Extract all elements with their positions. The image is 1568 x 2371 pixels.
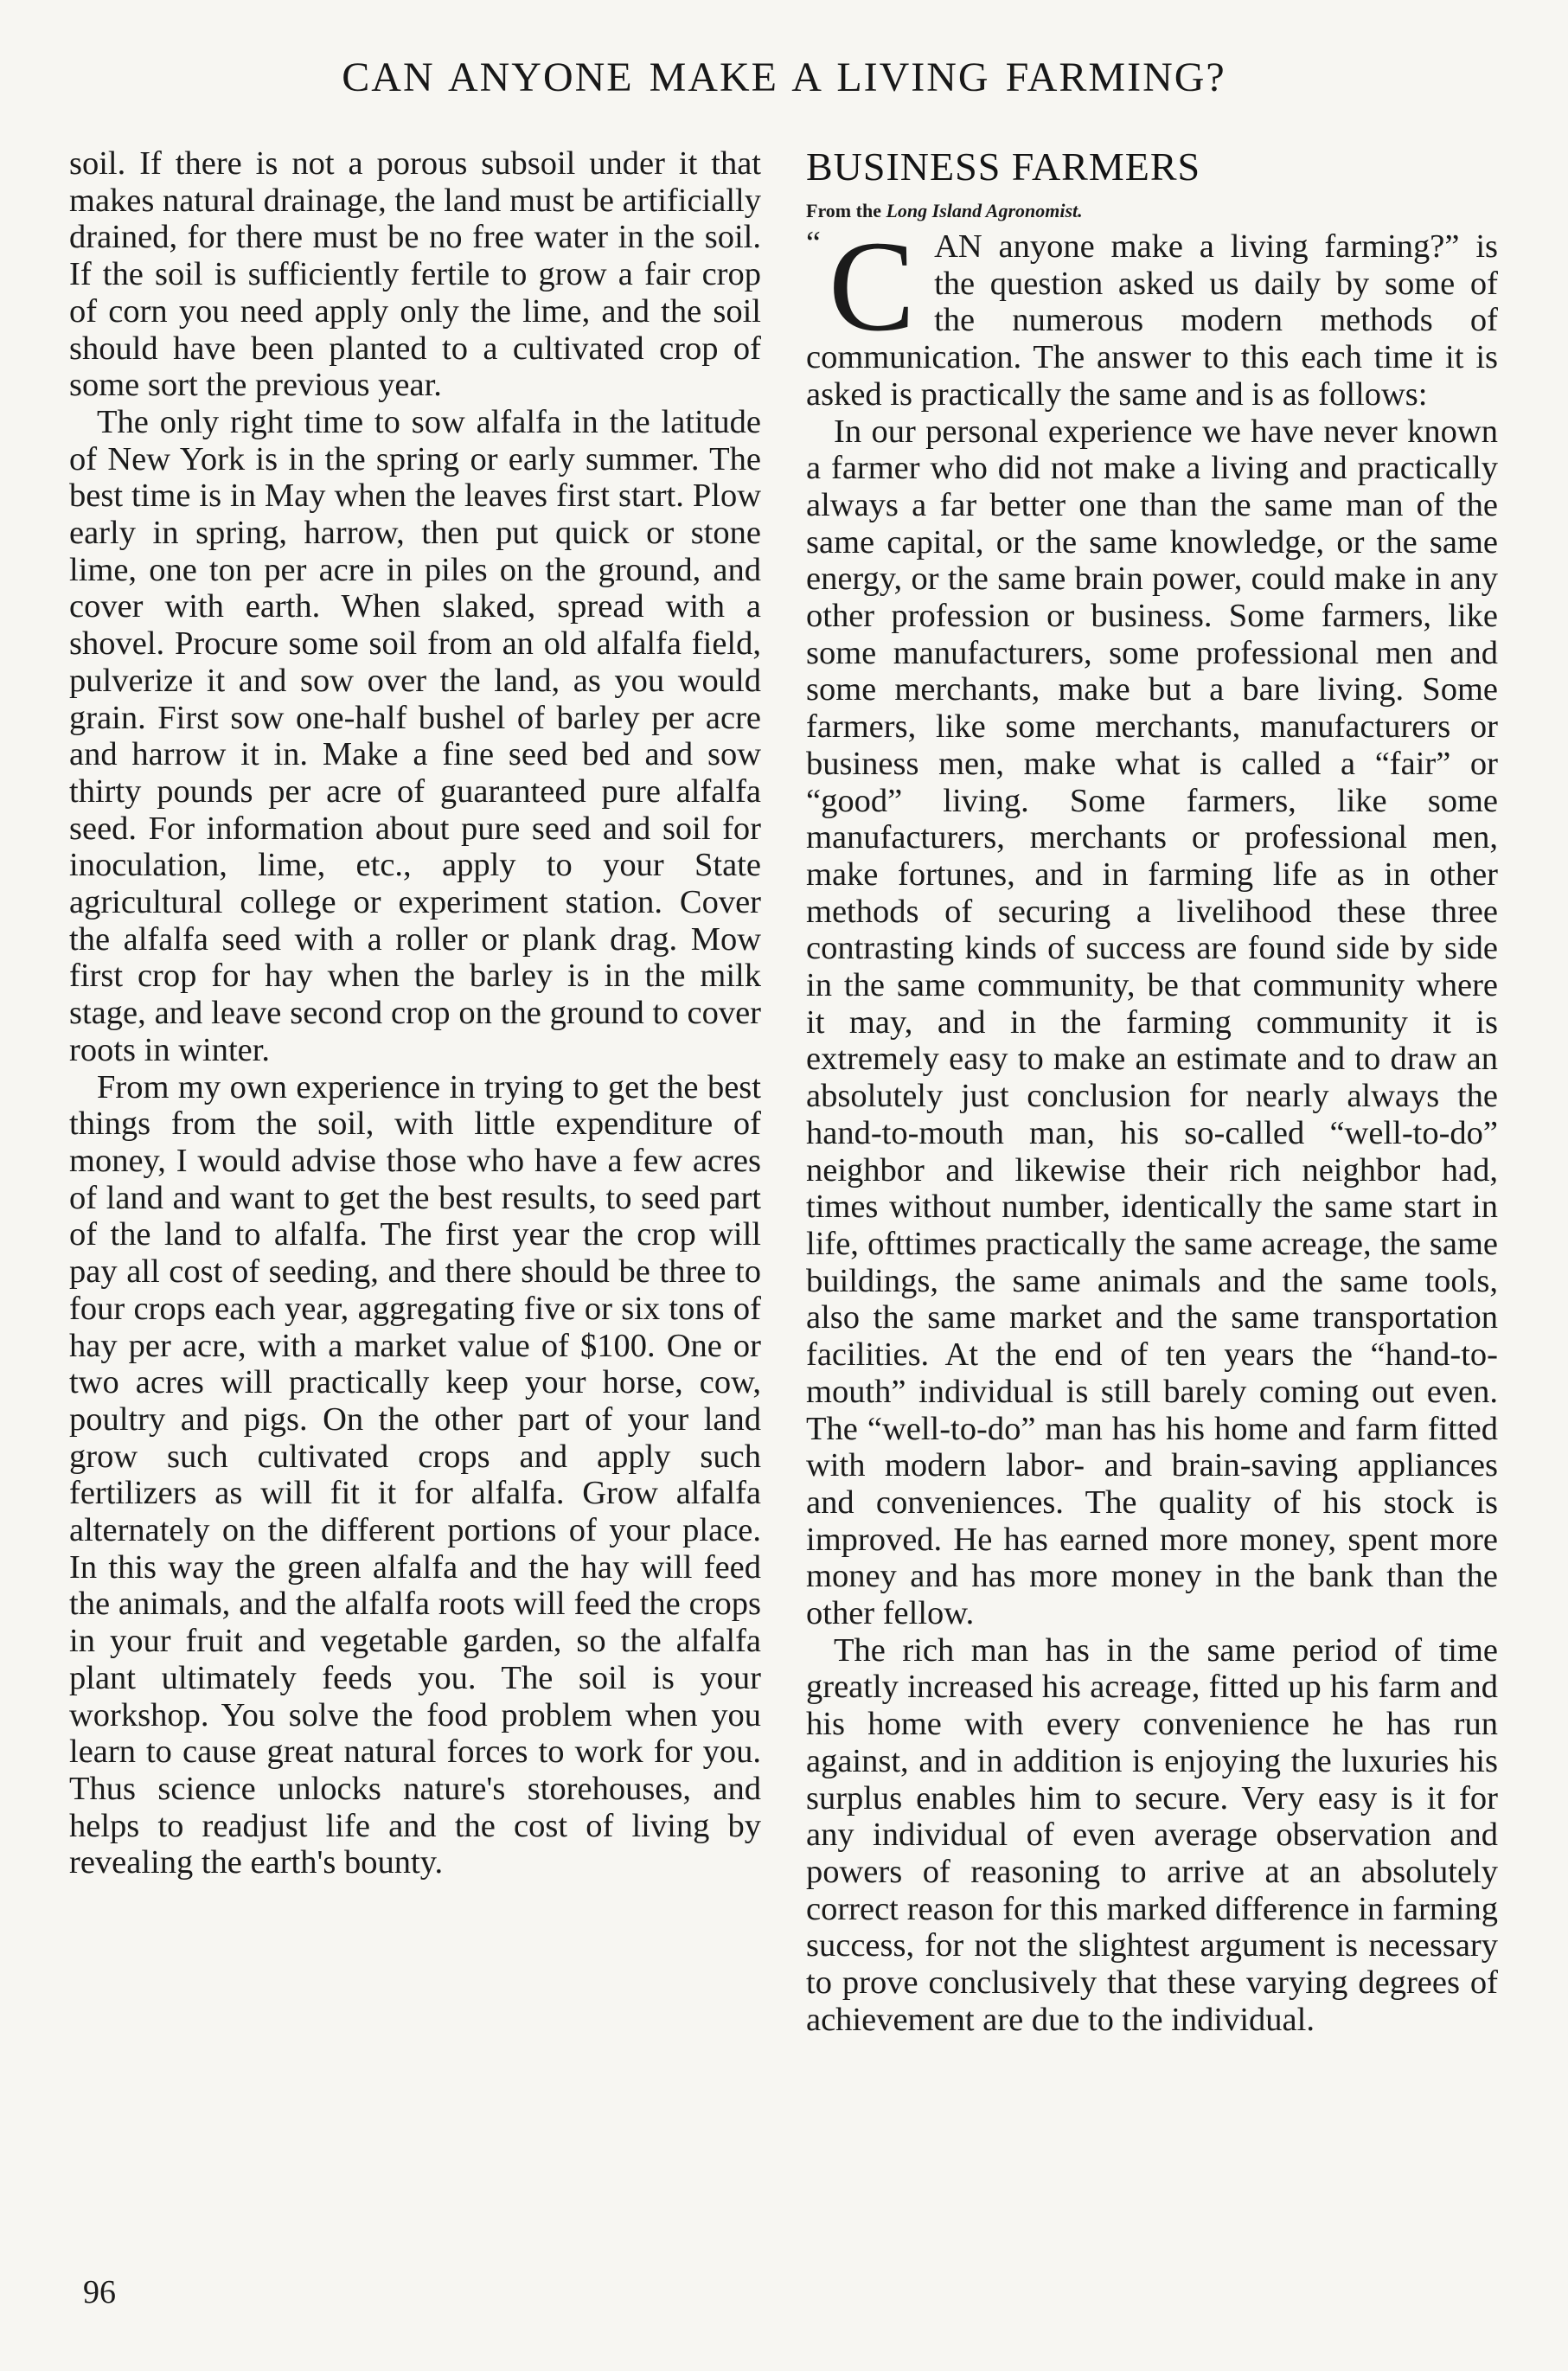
source-prefix: From the (806, 200, 881, 221)
lead-paragraph (806, 215, 1498, 413)
drop-cap: C (829, 215, 916, 358)
left-paragraph-3: From my own experience in trying to get the best things from the soil, with little expenditure of money, I would advise those who have a few acres of land and want to get the best results, to seed part of the land to alfalfa. The first year the crop will pay all cost of seeding, and there should be three to four crops each year, aggregating five or six tons of hay per acre, with a market value of $100. One or two acres will practically keep your horse, cow, poultry and pigs. On the other part of your land grow such cultivated crops and apply such fertilizers as will fit it for alfalfa. Grow alfalfa alternately on the different portions of your place. In this way the green alfalfa and the hay will feed the animals, and the alfalfa roots will feed the crops in your fruit and vegetable garden, so the alfalfa plant ultimately feeds you. The soil is your workshop. You solve the food problem when you learn to cause great natural forces to work for you. Thus science unlocks nature's storehouses, and helps to readjust life and the cost of living by revealing the earth's bounty. (69, 1068, 761, 1881)
source-name: Long Island Agronomist. (886, 200, 1083, 221)
section-heading: BUSINESS FARMERS (806, 144, 1201, 189)
right-column (806, 145, 1498, 2038)
right-paragraph-2: The rich man has in the same period of time greatly increased his acreage, fitted up his farm and his home with every convenience he has run against, and in addition is enjoying the luxuries his surplus enables him to secure. Very easy is it for any individual of even average observation and powers of reasoning to arrive at an absolutely correct reason for this marked difference in farming success, for not the slightest argument is necessary to prove conclusively that these varying degrees of achievement are due to the individual. (806, 1631, 1498, 2038)
left-column (69, 145, 761, 1881)
left-paragraph-2: The only right time to sow alfalfa in the latitude of New York is in the spring or early summer. The best time is in May when the leaves first start. Plow early in spring, harrow, then put quick or stone lime, one ton per acre in piles on the ground, and cover with earth. When slaked, spread with a shovel. Procure some soil from an old alfalfa field, pulverize it and sow over the land, as you would grain. First sow one-half bushel of barley per acre and harrow it in. Make a fine seed bed and sow thirty pounds per acre of guaranteed pure alfalfa seed. For information about pure seed and soil for inoculation, lime, etc., apply to your State agricultural college or experiment station. Cover the alfalfa seed with a roller or plank drag. Mow first crop for hay when the barley is in the milk stage, and leave second crop on the ground to cover roots in winter. (69, 403, 761, 1068)
page-number: 96 (83, 2274, 116, 2310)
opening-quote: “ (806, 225, 821, 261)
left-paragraph-1: soil. If there is not a porous subsoil under it that makes natural drainage, the land must be artificially drained, for there must be no free water in the soil. If the soil is sufficiently fertile to grow a fair crop of corn you need apply only the lime, and the soil should have been planted to a cultivated crop of some sort the previous year. (69, 145, 761, 404)
page-title: CAN ANYONE MAKE A LIVING FARMING? (342, 54, 1226, 100)
right-paragraph-1: In our personal experience we have never known a farmer who did not make a living and practically always a far better one than the same man of the same capital, or the same knowledge, or the same energy, or the same brain power, could make in any other profession or business. Some farmers, like some manufacturers, some professional men and some merchants, make but a bare living. Some farmers, like some merchants, manufacturers or business men, make what is called a “fair” or “good” living. Some farmers, like some manufacturers, merchants or professional men, make fortunes, and in farming life as in other methods of securing a livelihood these three contrasting kinds of success are found side by side in the same community, be that community where it may, and in the farming community it is extremely easy to make an estimate and to draw an absolutely just conclusion for nearly always the hand-to-mouth man, his so-called “well-to-do” neighbor and likewise their rich neighbor had, times without number, identically the same start in life, ofttimes practically the same acreage, the same buildings, the same animals and the same tools, also the same market and the same transportation facilities. At the end of ten years the “hand-to-mouth” individual is still barely coming out even. The “well-to-do” man has his home and farm fitted with modern labor- and brain-saving appliances and conveniences. The quality of his stock is improved. He has earned more money, spent more money and has more money in the bank than the other fellow. (806, 413, 1498, 1632)
lead-text: AN anyone make a living farming?” is the question asked us daily by some of the numerous modern methods of communication. The answer to this each time it is asked is practically the same and is as follows: (806, 228, 1498, 413)
